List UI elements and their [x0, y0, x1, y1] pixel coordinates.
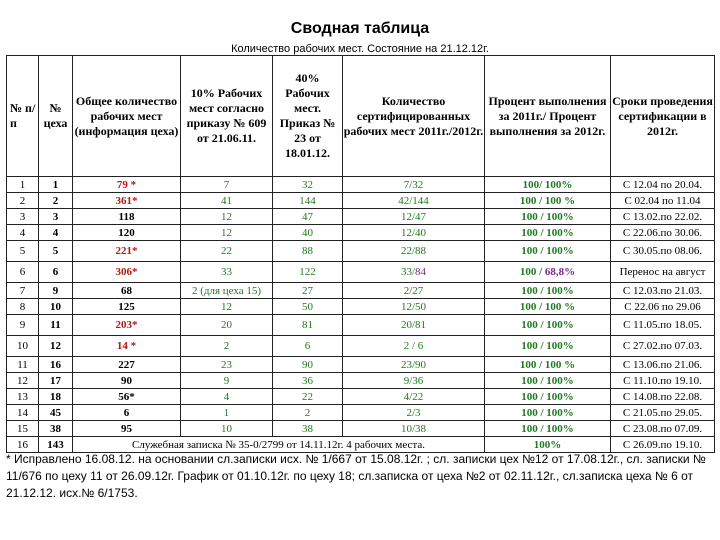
ten-percent-cell: 7 [181, 177, 273, 193]
total-places-cell: 68 [73, 283, 181, 299]
table-row [7, 283, 715, 299]
certified-cell: 12/47 [343, 209, 485, 225]
certified-cell: 42/144 [343, 193, 485, 209]
total-places-cell: 90 [73, 373, 181, 389]
percent-cell: 100 / 100% [485, 405, 611, 421]
forty-percent-cell: 81 [273, 315, 343, 336]
term-cell: С 11.05.по 18.05. [611, 315, 715, 336]
ten-percent-cell: 9 [181, 373, 273, 389]
forty-percent-cell: 40 [273, 225, 343, 241]
table-row [7, 177, 715, 193]
header-cell: № цеха [39, 56, 73, 177]
forty-percent-cell: 2 [273, 405, 343, 421]
percent-cell: 100 / 100% [485, 225, 611, 241]
term-cell: С 02.04 по 11.04 [611, 193, 715, 209]
term-cell: С 12.04 по 20.04. [611, 177, 715, 193]
forty-percent-cell: 6 [273, 336, 343, 357]
memo-note-cell: Служебная записка № 35-0/2799 от 14.11.12г. 4 рабочих места. [73, 437, 485, 453]
table-row [7, 373, 715, 389]
row-number-cell: 12 [7, 373, 39, 389]
shop-number-cell: 2 [39, 193, 73, 209]
table-row [7, 405, 715, 421]
ten-percent-cell: 10 [181, 421, 273, 437]
table-row [7, 336, 715, 357]
shop-number-cell: 6 [39, 262, 73, 283]
forty-percent-cell: 47 [273, 209, 343, 225]
total-places-cell: 56* [73, 389, 181, 405]
total-places-cell: 118 [73, 209, 181, 225]
percent-cell: 100 / 100% [485, 283, 611, 299]
row-number-cell: 10 [7, 336, 39, 357]
shop-number-cell: 3 [39, 209, 73, 225]
certified-cell: 12/50 [343, 299, 485, 315]
ten-percent-cell: 12 [181, 209, 273, 225]
term-cell: С 14.08.по 22.08. [611, 389, 715, 405]
ten-percent-cell: 1 [181, 405, 273, 421]
certified-cell: 4/22 [343, 389, 485, 405]
certified-cell: 12/40 [343, 225, 485, 241]
header-cell: Сроки проведения сертификации в 2012г. [611, 56, 715, 177]
term-cell: Перенос на август [611, 262, 715, 283]
summary-table [6, 55, 715, 453]
total-places-cell: 221* [73, 241, 181, 262]
table-row [7, 225, 715, 241]
total-places-cell: 95 [73, 421, 181, 437]
percent-cell: 100 / 100% [485, 315, 611, 336]
percent-cell: 100 / 100% [485, 241, 611, 262]
shop-number-cell: 16 [39, 357, 73, 373]
ten-percent-cell: 2 (для цеха 15) [181, 283, 273, 299]
total-places-cell: 120 [73, 225, 181, 241]
shop-number-cell: 45 [39, 405, 73, 421]
header-cell: Процент выполнения за 2011г./ Процент выполнения за 2012г. [485, 56, 611, 177]
forty-percent-cell: 144 [273, 193, 343, 209]
row-number-cell: 14 [7, 405, 39, 421]
certified-cell: 7/32 [343, 177, 485, 193]
certified-cell: 2 / 6 [343, 336, 485, 357]
total-places-cell: 6 [73, 405, 181, 421]
term-cell: С 30.05.по 08.06. [611, 241, 715, 262]
term-cell: С 22.06 по 29.06 [611, 299, 715, 315]
forty-percent-cell: 50 [273, 299, 343, 315]
footnote: * Исправлено 16.08.12. на основании сл.записки исх. № 1/667 от 15.08.12г. ; сл. записки цех №12 от 17.08.12г., сл. записки № 11/676 по цеху 11 от 26.09.12г. График от 01.10.12г. по цеху 18; сл.записка от цеха №2 от 02.11.12г., сл.записка цеха № 6 от 21.12.12. исх.№ 6/1753. [6, 452, 706, 500]
header-cell: № п/п [7, 56, 39, 177]
table-row [7, 357, 715, 373]
forty-percent-cell: 22 [273, 389, 343, 405]
row-number-cell: 5 [7, 241, 39, 262]
percent-cell: 100 / 100% [485, 209, 611, 225]
shop-number-cell: 17 [39, 373, 73, 389]
shop-number-cell: 18 [39, 389, 73, 405]
shop-number-cell: 38 [39, 421, 73, 437]
row-number-cell: 2 [7, 193, 39, 209]
ten-percent-cell: 23 [181, 357, 273, 373]
row-number-cell: 7 [7, 283, 39, 299]
table-row [7, 262, 715, 283]
row-number-cell: 4 [7, 225, 39, 241]
percent-value-2011: 100 / [519, 266, 545, 278]
table-row [7, 315, 715, 336]
ten-percent-cell: 4 [181, 389, 273, 405]
page-title: Сводная таблица [290, 20, 430, 37]
shop-number-cell: 12 [39, 336, 73, 357]
forty-percent-cell: 122 [273, 262, 343, 283]
percent-cell: 100/ 100% [485, 177, 611, 193]
page-subtitle: Количество рабочих мест. Состояние на 21.12.12г. [231, 43, 489, 55]
certified-value-2012: 84 [415, 266, 427, 278]
row-number-cell: 3 [7, 209, 39, 225]
header-cell: 10% Рабочих мест согласно приказу № 609 от 21.06.11. [181, 56, 273, 177]
total-places-cell: 227 [73, 357, 181, 373]
table-row [7, 241, 715, 262]
percent-cell: 100% [485, 437, 611, 453]
forty-percent-cell: 36 [273, 373, 343, 389]
term-cell: С 26.09.по 19.10. [611, 437, 715, 453]
forty-percent-cell: 38 [273, 421, 343, 437]
term-cell: С 22.06.по 30.06. [611, 225, 715, 241]
forty-percent-cell: 27 [273, 283, 343, 299]
row-number-cell: 16 [7, 437, 39, 453]
header-cell: Количество сертифицированных рабочих мест 2011г./2012г. [343, 56, 485, 177]
shop-number-cell: 11 [39, 315, 73, 336]
row-number-cell: 15 [7, 421, 39, 437]
table-row [7, 209, 715, 225]
certified-cell: 20/81 [343, 315, 485, 336]
percent-cell: 100 / 100% [485, 421, 611, 437]
row-number-cell: 9 [7, 315, 39, 336]
forty-percent-cell: 88 [273, 241, 343, 262]
table-row [7, 421, 715, 437]
row-number-cell: 8 [7, 299, 39, 315]
row-number-cell: 13 [7, 389, 39, 405]
term-cell: С 13.02.по 22.02. [611, 209, 715, 225]
ten-percent-cell: 33 [181, 262, 273, 283]
percent-cell: 100 / 100 % [485, 193, 611, 209]
certified-cell: 10/38 [343, 421, 485, 437]
shop-number-cell: 4 [39, 225, 73, 241]
shop-number-cell: 143 [39, 437, 73, 453]
certified-cell: 22/88 [343, 241, 485, 262]
term-cell: С 13.06.по 21.06. [611, 357, 715, 373]
total-places-cell: 306* [73, 262, 181, 283]
table-row [7, 299, 715, 315]
certified-cell: 23/90 [343, 357, 485, 373]
term-cell: С 23.08.по 07.09. [611, 421, 715, 437]
shop-number-cell: 10 [39, 299, 73, 315]
percent-cell: 100 / 100% [485, 336, 611, 357]
percent-cell: 100 / 100 % [485, 357, 611, 373]
total-places-cell: 79 * [73, 177, 181, 193]
total-places-cell: 14 * [73, 336, 181, 357]
certified-cell [343, 262, 485, 283]
table-row [7, 193, 715, 209]
row-number-cell: 1 [7, 177, 39, 193]
header-cell: 40% Рабочих мест. Приказ № 23 от 18.01.12. [273, 56, 343, 177]
row-number-cell: 6 [7, 262, 39, 283]
forty-percent-cell: 90 [273, 357, 343, 373]
total-places-cell: 203* [73, 315, 181, 336]
term-cell: С 12.03.по 21.03. [611, 283, 715, 299]
certified-cell: 9/36 [343, 373, 485, 389]
certified-cell: 2/27 [343, 283, 485, 299]
term-cell: С 21.05.по 29.05. [611, 405, 715, 421]
table-row [7, 389, 715, 405]
ten-percent-cell: 12 [181, 299, 273, 315]
percent-value-2012: 68,8% [544, 266, 576, 278]
shop-number-cell: 1 [39, 177, 73, 193]
ten-percent-cell: 2 [181, 336, 273, 357]
percent-cell: 100 / 100 % [485, 299, 611, 315]
forty-percent-cell: 32 [273, 177, 343, 193]
ten-percent-cell: 41 [181, 193, 273, 209]
table-header-row [7, 56, 715, 177]
percent-cell: 100 / 100% [485, 389, 611, 405]
row-number-cell: 11 [7, 357, 39, 373]
shop-number-cell: 5 [39, 241, 73, 262]
total-places-cell: 361* [73, 193, 181, 209]
term-cell: С 11.10.по 19.10. [611, 373, 715, 389]
certified-value-2011: 33/ [400, 266, 416, 278]
total-places-cell: 125 [73, 299, 181, 315]
percent-cell [485, 262, 611, 283]
ten-percent-cell: 12 [181, 225, 273, 241]
percent-cell: 100 / 100% [485, 373, 611, 389]
ten-percent-cell: 20 [181, 315, 273, 336]
term-cell: С 27.02.по 07.03. [611, 336, 715, 357]
shop-number-cell: 9 [39, 283, 73, 299]
certified-cell: 2/3 [343, 405, 485, 421]
header-cell: Общее количество рабочих мест (информация цеха) [73, 56, 181, 177]
ten-percent-cell: 22 [181, 241, 273, 262]
